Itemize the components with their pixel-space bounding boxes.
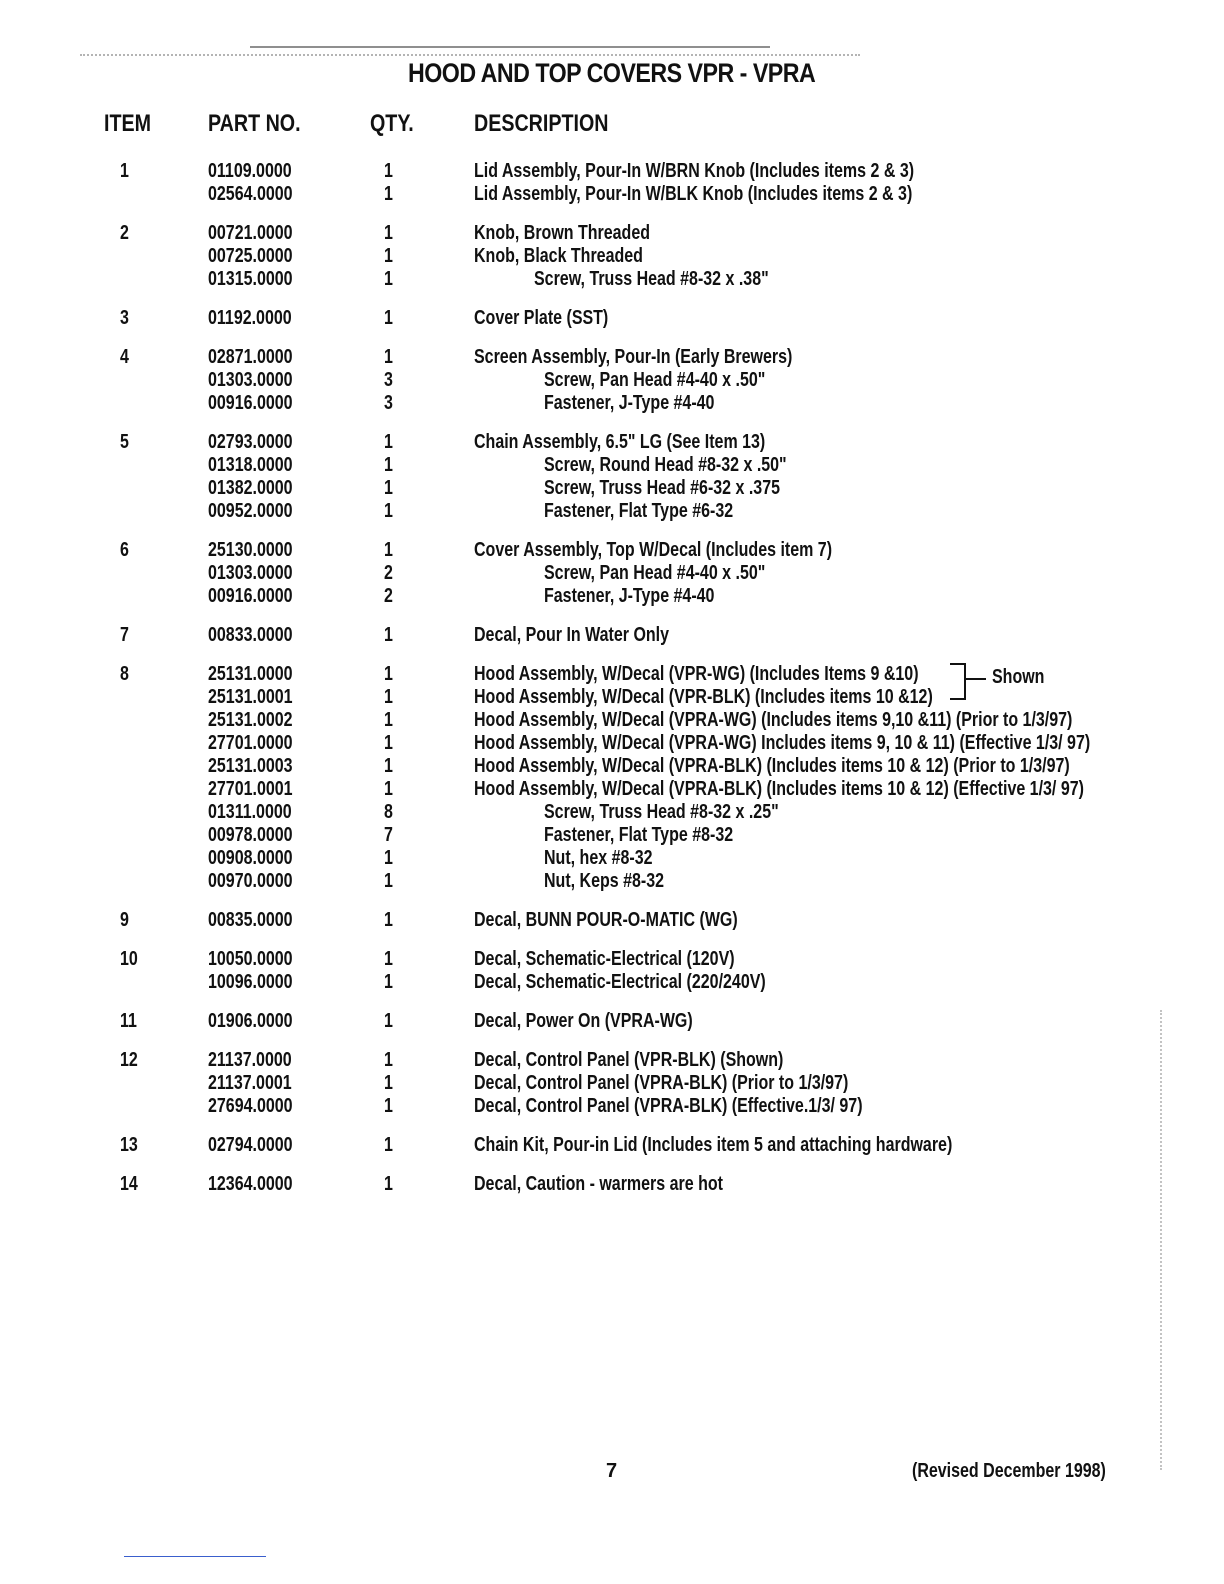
part-number: 01906.0000 <box>208 1010 293 1032</box>
quantity: 1 <box>384 245 393 267</box>
item-number: 6 <box>120 539 129 561</box>
header-item: ITEM <box>104 110 152 137</box>
quantity: 1 <box>384 909 393 931</box>
description: Screw, Truss Head #6-32 x .375 <box>544 477 780 499</box>
part-number: 02564.0000 <box>208 183 293 205</box>
table-row <box>0 500 1224 523</box>
part-number: 02871.0000 <box>208 346 293 368</box>
part-number: 01318.0000 <box>208 454 293 476</box>
part-number: 00835.0000 <box>208 909 293 931</box>
quantity: 1 <box>384 732 393 754</box>
part-number: 01109.0000 <box>208 160 292 182</box>
part-number: 00916.0000 <box>208 585 293 607</box>
description: Decal, Control Panel (VPRA-BLK) (Prior to 1/3/97) <box>474 1072 849 1094</box>
description: Decal, BUNN POUR-O-MATIC (WG) <box>474 909 738 931</box>
item-number: 10 <box>120 948 138 970</box>
description: Lid Assembly, Pour-In W/BRN Knob (Includes items 2 & 3) <box>474 160 915 182</box>
description: Hood Assembly, W/Decal (VPRA-WG) (Includes items 9,10 &11) (Prior to 1/3/97) <box>474 709 1073 731</box>
header-part-no: PART NO. <box>208 110 301 137</box>
part-number: 25131.0002 <box>208 709 293 731</box>
quantity: 1 <box>384 709 393 731</box>
shown-label: Shown <box>992 666 1045 688</box>
table-row <box>0 709 1224 732</box>
quantity: 1 <box>384 268 393 290</box>
item-number: 9 <box>120 909 129 931</box>
quantity: 1 <box>384 1010 393 1032</box>
quantity: 1 <box>384 755 393 777</box>
description: Screw, Pan Head #4-40 x .50" <box>544 562 766 584</box>
quantity: 1 <box>384 1049 393 1071</box>
description: Decal, Control Panel (VPRA-BLK) (Effective.1/3/ 97) <box>474 1095 863 1117</box>
item-number: 1 <box>120 160 129 182</box>
part-number: 21137.0000 <box>208 1049 292 1071</box>
item-number: 5 <box>120 431 129 453</box>
item-group <box>0 624 1224 647</box>
quantity: 2 <box>384 585 393 607</box>
quantity: 8 <box>384 801 393 823</box>
header-description: DESCRIPTION <box>474 110 609 137</box>
table-row <box>0 1173 1224 1196</box>
scan-artifact <box>80 40 860 56</box>
part-number: 00833.0000 <box>208 624 293 646</box>
quantity: 7 <box>384 824 393 846</box>
description: Decal, Schematic-Electrical (220/240V) <box>474 971 766 993</box>
table-row <box>0 1010 1224 1033</box>
item-number: 12 <box>120 1049 138 1071</box>
item-number: 7 <box>120 624 129 646</box>
quantity: 1 <box>384 1134 393 1156</box>
item-group <box>0 1134 1224 1157</box>
item-group <box>0 539 1224 608</box>
description: Hood Assembly, W/Decal (VPRA-WG) Includes items 9, 10 & 11) (Effective 1/3/ 97) <box>474 732 1091 754</box>
description: Fastener, Flat Type #6-32 <box>544 500 734 522</box>
table-row <box>0 160 1224 183</box>
table-row <box>0 477 1224 500</box>
quantity: 1 <box>384 1173 393 1195</box>
table-row <box>0 801 1224 824</box>
part-number: 01192.0000 <box>208 307 292 329</box>
item-number: 2 <box>120 222 129 244</box>
quantity: 1 <box>384 477 393 499</box>
description: Screen Assembly, Pour-In (Early Brewers) <box>474 346 793 368</box>
table-row <box>0 222 1224 245</box>
table-row <box>0 755 1224 778</box>
table-row <box>0 562 1224 585</box>
description: Cover Assembly, Top W/Decal (Includes item 7) <box>474 539 833 561</box>
description: Hood Assembly, W/Decal (VPRA-BLK) (Includes items 10 & 12) (Prior to 1/3/97) <box>474 755 1070 777</box>
part-number: 00908.0000 <box>208 847 293 869</box>
quantity: 1 <box>384 346 393 368</box>
quantity: 1 <box>384 870 393 892</box>
part-number: 02794.0000 <box>208 1134 293 1156</box>
description: Decal, Pour In Water Only <box>474 624 670 646</box>
quantity: 1 <box>384 948 393 970</box>
part-number: 25131.0000 <box>208 663 293 685</box>
description: Chain Kit, Pour-in Lid (Includes item 5 and attaching hardware) <box>474 1134 953 1156</box>
quantity: 1 <box>384 847 393 869</box>
quantity: 1 <box>384 539 393 561</box>
table-row <box>0 948 1224 971</box>
quantity: 1 <box>384 686 393 708</box>
table-row <box>0 732 1224 755</box>
scan-artifact-edge <box>1160 1010 1166 1470</box>
part-number: 00970.0000 <box>208 870 293 892</box>
item-number: 14 <box>120 1173 138 1195</box>
shown-bracket-tick <box>964 678 986 680</box>
item-number: 13 <box>120 1134 138 1156</box>
part-number: 27701.0000 <box>208 732 293 754</box>
quantity: 1 <box>384 1072 393 1094</box>
description: Screw, Round Head #8-32 x .50" <box>544 454 787 476</box>
table-row <box>0 539 1224 562</box>
description: Decal, Control Panel (VPR-BLK) (Shown) <box>474 1049 784 1071</box>
description: Nut, Keps #8-32 <box>544 870 665 892</box>
item-group <box>0 909 1224 932</box>
table-row <box>0 392 1224 415</box>
description: Hood Assembly, W/Decal (VPR-WG) (Includes Items 9 &10) <box>474 663 919 685</box>
description: Decal, Schematic-Electrical (120V) <box>474 948 735 970</box>
table-row <box>0 686 1224 709</box>
part-number: 12364.0000 <box>208 1173 293 1195</box>
item-group <box>0 1049 1224 1118</box>
part-number: 01303.0000 <box>208 562 293 584</box>
part-number: 25131.0001 <box>208 686 293 708</box>
description: Chain Assembly, 6.5" LG (See Item 13) <box>474 431 766 453</box>
item-group <box>0 160 1224 206</box>
part-number: 27701.0001 <box>208 778 293 800</box>
description: Knob, Black Threaded <box>474 245 643 267</box>
table-row <box>0 585 1224 608</box>
table-row <box>0 369 1224 392</box>
table-row <box>0 778 1224 801</box>
table-row <box>0 870 1224 893</box>
quantity: 2 <box>384 562 393 584</box>
item-group <box>0 307 1224 330</box>
quantity: 1 <box>384 778 393 800</box>
item-group <box>0 948 1224 994</box>
item-group <box>0 222 1224 291</box>
part-number: 02793.0000 <box>208 431 293 453</box>
part-number: 27694.0000 <box>208 1095 293 1117</box>
item-number: 8 <box>120 663 129 685</box>
part-number: 00725.0000 <box>208 245 293 267</box>
table-row <box>0 454 1224 477</box>
table-row <box>0 1134 1224 1157</box>
table-row <box>0 307 1224 330</box>
table-row <box>0 1095 1224 1118</box>
header-qty: QTY. <box>370 110 414 137</box>
part-number: 25130.0000 <box>208 539 293 561</box>
quantity: 1 <box>384 1095 393 1117</box>
part-number: 10050.0000 <box>208 948 293 970</box>
item-number: 11 <box>120 1010 137 1032</box>
part-number: 01311.0000 <box>208 801 292 823</box>
item-group <box>0 1010 1224 1033</box>
item-group <box>0 663 1224 893</box>
table-row <box>0 346 1224 369</box>
part-number: 00721.0000 <box>208 222 293 244</box>
page-number: 7 <box>606 1460 618 1482</box>
table-row <box>0 624 1224 647</box>
item-number: 3 <box>120 307 129 329</box>
shown-bracket <box>950 663 966 700</box>
quantity: 1 <box>384 307 393 329</box>
quantity: 3 <box>384 369 393 391</box>
part-number: 25131.0003 <box>208 755 293 777</box>
table-row <box>0 824 1224 847</box>
parts-table <box>0 160 1224 1212</box>
table-row <box>0 268 1224 291</box>
table-row <box>0 1072 1224 1095</box>
table-row <box>0 971 1224 994</box>
quantity: 3 <box>384 392 393 414</box>
item-group <box>0 346 1224 415</box>
description: Hood Assembly, W/Decal (VPRA-BLK) (Includes items 10 & 12) (Effective 1/3/ 97) <box>474 778 1084 800</box>
part-number: 01382.0000 <box>208 477 293 499</box>
description: Screw, Pan Head #4-40 x .50" <box>544 369 766 391</box>
item-number: 4 <box>120 346 129 368</box>
page-title: HOOD AND TOP COVERS VPR - VPRA <box>408 58 816 88</box>
scan-artifact-line <box>250 46 770 48</box>
description: Fastener, J-Type #4-40 <box>544 392 715 414</box>
description: Fastener, Flat Type #8-32 <box>544 824 734 846</box>
table-row <box>0 245 1224 268</box>
quantity: 1 <box>384 183 393 205</box>
description: Screw, Truss Head #8-32 x .25" <box>544 801 779 823</box>
description: Lid Assembly, Pour-In W/BLK Knob (Includes items 2 & 3) <box>474 183 913 205</box>
item-group <box>0 431 1224 523</box>
quantity: 1 <box>384 454 393 476</box>
table-row <box>0 431 1224 454</box>
quantity: 1 <box>384 624 393 646</box>
table-row <box>0 847 1224 870</box>
table-row <box>0 1049 1224 1072</box>
description: Knob, Brown Threaded <box>474 222 650 244</box>
description: Screw, Truss Head #8-32 x .38" <box>534 268 769 290</box>
quantity: 1 <box>384 971 393 993</box>
description: Decal, Caution - warmers are hot <box>474 1173 723 1195</box>
part-number: 10096.0000 <box>208 971 293 993</box>
table-row <box>0 909 1224 932</box>
quantity: 1 <box>384 160 393 182</box>
description: Nut, hex #8-32 <box>544 847 653 869</box>
scan-artifact-underline <box>124 1556 266 1557</box>
part-number: 21137.0001 <box>208 1072 292 1094</box>
item-group <box>0 1173 1224 1196</box>
part-number: 00952.0000 <box>208 500 293 522</box>
description: Fastener, J-Type #4-40 <box>544 585 715 607</box>
description: Cover Plate (SST) <box>474 307 609 329</box>
description: Hood Assembly, W/Decal (VPR-BLK) (Includes items 10 &12) <box>474 686 933 708</box>
quantity: 1 <box>384 431 393 453</box>
part-number: 01303.0000 <box>208 369 293 391</box>
quantity: 1 <box>384 663 393 685</box>
part-number: 00916.0000 <box>208 392 293 414</box>
quantity: 1 <box>384 500 393 522</box>
part-number: 00978.0000 <box>208 824 293 846</box>
description: Decal, Power On (VPRA-WG) <box>474 1010 693 1032</box>
part-number: 01315.0000 <box>208 268 293 290</box>
quantity: 1 <box>384 222 393 244</box>
revision-note: (Revised December 1998) <box>912 1460 1106 1482</box>
table-row <box>0 183 1224 206</box>
